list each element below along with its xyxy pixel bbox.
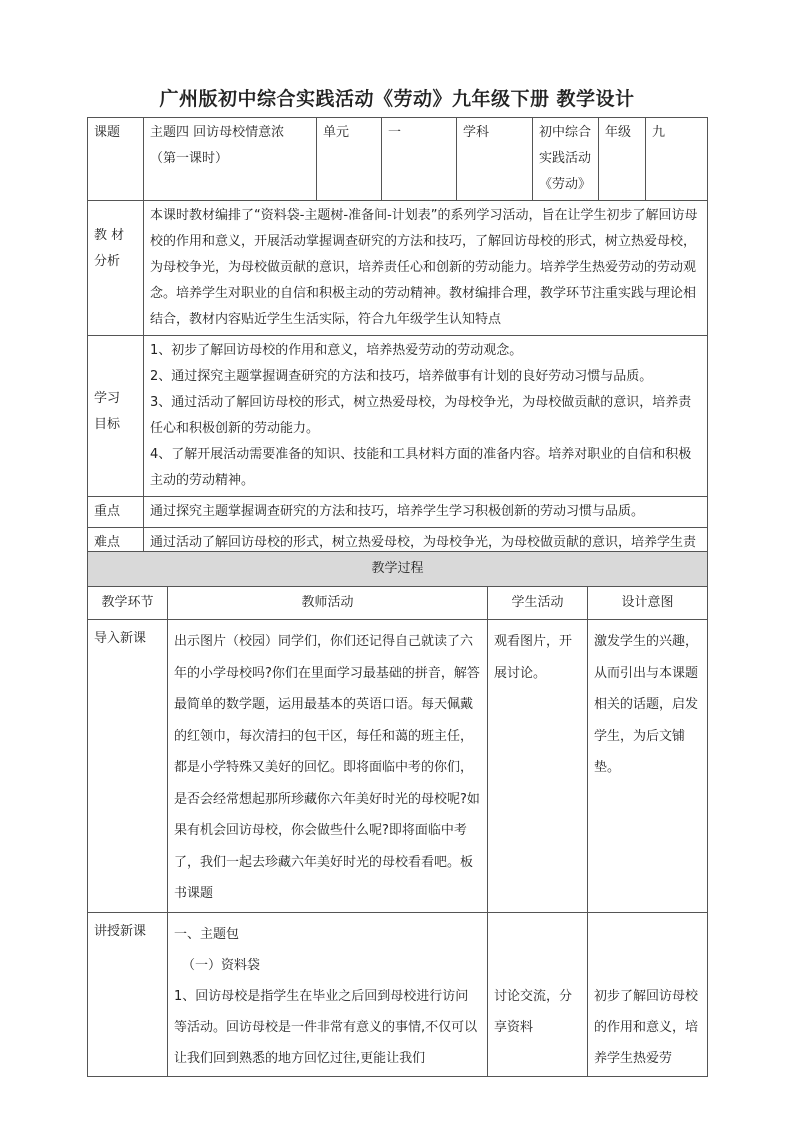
- objective-item: 2、通过探究主题掌握调查研究的方法和技巧，培养做事有计划的良好劳动习惯与品质。: [150, 369, 653, 384]
- objective-item: 4、了解开展活动需要准备的知识、技能和工具材料方面的准备内容。培养对职业的自信和积极主动的劳动精神。: [150, 447, 692, 488]
- column-student: 学生活动: [488, 587, 588, 620]
- objectives-row: [88, 336, 708, 497]
- stage-cell: 导入新课: [88, 620, 168, 913]
- teacher-line: （一）资料袋: [182, 957, 261, 973]
- analysis-label: 教 材 分析: [88, 201, 144, 336]
- process-table: [87, 551, 708, 1077]
- teacher-activity: [168, 912, 488, 1076]
- unit-label: 单元: [317, 118, 382, 201]
- analysis-text: 本课时教材编排了“资料袋-主题树-准备间-计划表”的系列学习活动，旨在让学生初步了解回访母校的作用和意义，开展活动掌握调查研究的方法和技巧，了解回访母校的形式，树立热爱母校，为母校争光，为母校做贡献的意识，培养责任心和创新的劳动能力。培养学生热爱劳动的劳动观念。培养学生对职业的自信和积极主动的劳动精神。教材编排合理，教学环节注重实践与理论相结合，教材内容贴近学生生活实际，符合九年级学生认知特点: [144, 201, 708, 336]
- grade-value: 九: [646, 118, 708, 201]
- document-title: 广州版初中综合实践活动《劳动》九年级下册 教学设计: [159, 88, 635, 110]
- objectives-label: 学习 目标: [88, 336, 144, 497]
- column-teacher: 教师活动: [168, 587, 488, 620]
- difficulty-label: 难点: [88, 528, 144, 585]
- process-row-new: [88, 912, 708, 1076]
- key-point-label: 重点: [88, 497, 144, 528]
- info-row: [88, 118, 708, 201]
- objectives-list: [144, 336, 708, 497]
- student-activity: 观看图片，开展讨论。: [488, 620, 588, 913]
- grade-label: 年级: [599, 118, 646, 201]
- unit-value: 一: [382, 118, 457, 201]
- stage-cell: 讲授新课: [88, 912, 168, 1076]
- process-header: 教学过程: [88, 552, 708, 587]
- course-info-table: [87, 117, 708, 585]
- objective-item: 3、通过活动了解回访母校的形式，树立热爱母校，为母校争光，为母校做贡献的意识，培养责任心和积极创新的劳动能力。: [150, 395, 692, 436]
- difficulty-text: 通过活动了解回访母校的形式，树立热爱母校，为母校争光，为母校做贡献的意识，培养学生责: [144, 528, 708, 585]
- student-activity: 讨论交流，分享资料: [488, 912, 588, 1076]
- teacher-line: 一、主题包: [174, 926, 240, 942]
- process-header-row: [88, 552, 708, 587]
- topic-label: 课题: [88, 118, 144, 201]
- column-stage: 教学环节: [88, 587, 168, 620]
- subject-label: 学科: [457, 118, 533, 201]
- subject-value: 初中综合实践活动《劳动》: [533, 118, 599, 201]
- process-column-row: [88, 587, 708, 620]
- design-intent: 激发学生的兴趣，从而引出与本课题相关的话题，启发学生，为后文铺垫。: [588, 620, 708, 913]
- key-point-text: 通过探究主题掌握调查研究的方法和技巧，培养学生学习积极创新的劳动习惯与品质。: [144, 497, 708, 528]
- key-point-row: [88, 497, 708, 528]
- analysis-row: [88, 201, 708, 336]
- objective-item: 1、初步了解回访母校的作用和意义，培养热爱劳动的劳动观念。: [150, 343, 523, 358]
- column-intent: 设计意图: [588, 587, 708, 620]
- topic-value: 主题四 回访母校情意浓（第一课时）: [144, 118, 317, 201]
- teacher-activity: 出示图片（校园）同学们，你们还记得自己就读了六年的小学母校吗?你们在里面学习最基础的拼音，解答最简单的数学题，运用最基本的英语口语。每天佩戴的红领巾，每次清扫的包干区，每任和蔼的班主任，都是小学特殊又美好的回忆。即将面临中考的你们，是否会经常想起那所珍藏你六年美好时光的母校呢?如果有机会回访母校，你会做些什么呢?即将面临中考了，我们一起去珍藏六年美好时光的母校看看吧。板书课题: [168, 620, 488, 913]
- teacher-line: 1、回访母校是指学生在毕业之后回到母校进行访问等活动。回访母校是一件非常有意义的事情,不仅可以让我们回到熟悉的地方回忆过往,更能让我们: [174, 988, 478, 1066]
- process-row-intro: [88, 620, 708, 913]
- design-intent: 初步了解回访母校的作用和意义，培养学生热爱劳: [588, 912, 708, 1076]
